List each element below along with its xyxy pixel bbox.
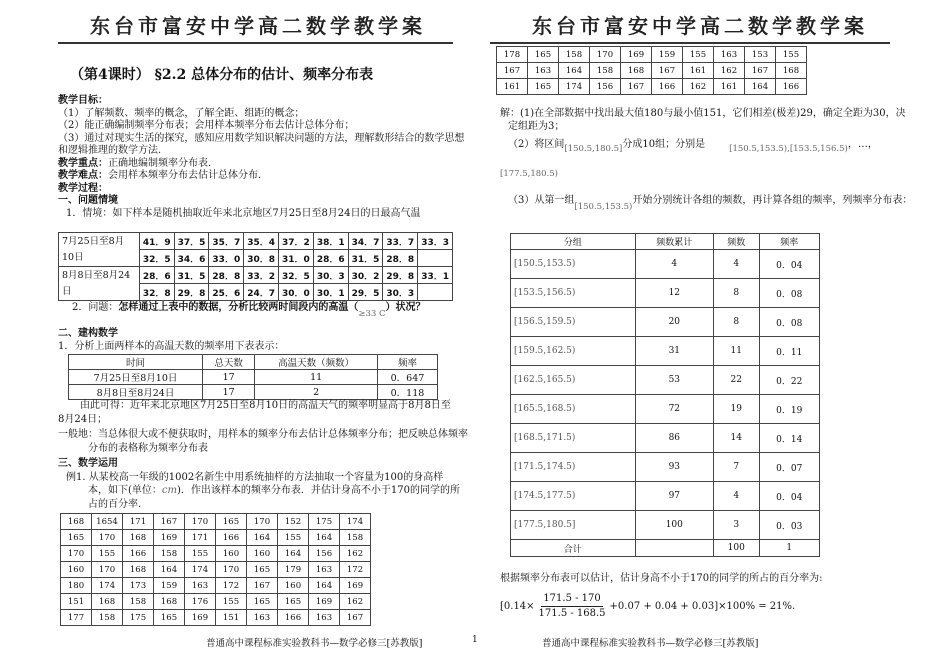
table-cell: 155 bbox=[185, 546, 216, 562]
table-cell: 0．08 bbox=[759, 308, 819, 337]
interval: [150.5,180.5] bbox=[564, 144, 623, 154]
table-cell: 0．19 bbox=[759, 395, 819, 424]
solution-line: （3）从第一组 bbox=[508, 195, 575, 206]
temperature-table bbox=[58, 232, 453, 301]
temp-cell: 30．3 bbox=[383, 284, 418, 301]
objective-item: （2）能正确编制频率分布表；会用样本频率分布去估计总体分布； bbox=[58, 120, 355, 131]
temp-cell: 32．5 bbox=[139, 250, 174, 267]
table-cell: 170 bbox=[216, 562, 247, 578]
table-cell: 0．11 bbox=[759, 337, 819, 366]
fraction-numerator: 171.5 - 170 bbox=[541, 592, 602, 607]
table-row bbox=[511, 482, 820, 511]
table-cell: 11 bbox=[713, 337, 759, 366]
table-cell: 151 bbox=[61, 594, 92, 610]
left-page bbox=[58, 0, 503, 671]
table-cell: 165 bbox=[278, 594, 309, 610]
table-cell: 161 bbox=[683, 63, 714, 79]
temp-cell: 30．2 bbox=[348, 267, 383, 284]
table-cell: 167 bbox=[247, 578, 278, 594]
key-point-text: 正确地编制频率分布表. bbox=[108, 157, 212, 169]
table-cell: 166 bbox=[216, 530, 247, 546]
general-line: 一般地：当总体很大或不便获取时，用样本的频率分布去估计总体频率分布；把反映总体频率 bbox=[58, 429, 468, 440]
temp-cell: 31．5 bbox=[348, 250, 383, 267]
group-interval: [168.5,171.5) bbox=[511, 424, 636, 453]
temp-cell: 33．1 bbox=[418, 267, 453, 284]
table-cell: 167 bbox=[652, 63, 683, 79]
table-cell: 155 bbox=[776, 47, 807, 63]
table-cell: 7月25日至8月10日 bbox=[69, 370, 203, 385]
temp-cell: 35．4 bbox=[244, 233, 279, 250]
table-cell: 0．14 bbox=[759, 424, 819, 453]
temp-cell: 33．0 bbox=[209, 250, 244, 267]
table-cell: 158 bbox=[559, 47, 590, 63]
group-interval: [162.5,165.5) bbox=[511, 366, 636, 395]
table-row bbox=[497, 79, 807, 95]
table-cell: 168 bbox=[123, 562, 154, 578]
table-cell: 165 bbox=[247, 562, 278, 578]
temp-cell: 31．5 bbox=[174, 267, 209, 284]
table-cell: 100 bbox=[635, 511, 713, 540]
table-cell: 167 bbox=[621, 79, 652, 95]
page-number: 1 bbox=[472, 635, 478, 645]
table-row bbox=[497, 63, 807, 79]
table-cell bbox=[635, 540, 713, 557]
objective-item: （3）通过对现实生活的探究，感知应用数学知识解决问题的方法，理解数形结合的数学思想 bbox=[58, 132, 465, 144]
formula-suffix: +0.07 + 0.04 + 0.03]×100% = 21%. bbox=[609, 600, 796, 612]
group-interval: [174.5,177.5) bbox=[511, 482, 636, 511]
column-header: 时间 bbox=[69, 355, 203, 370]
table-cell: 170 bbox=[61, 546, 92, 562]
section1-heading: 一、问题情境 bbox=[58, 195, 118, 206]
period-label: 7月25日至8月10日 bbox=[59, 233, 140, 267]
group-interval: [171.5,174.5) bbox=[511, 453, 636, 482]
table-cell: 53 bbox=[635, 366, 713, 395]
table-cell: 158 bbox=[154, 546, 185, 562]
table-cell: 72 bbox=[635, 395, 713, 424]
interval: [150.5,153.5) bbox=[574, 202, 633, 212]
table-cell: 174 bbox=[340, 514, 371, 530]
section2-conclusion bbox=[58, 399, 468, 511]
temp-cell: 29．8 bbox=[383, 267, 418, 284]
temp-cell: 33．3 bbox=[418, 233, 453, 250]
period-label: 8月8日至8月24日 bbox=[59, 267, 140, 301]
left-page-title: 东台市富安中学高二数学教学案 bbox=[90, 14, 426, 38]
temp-cell: 37．2 bbox=[279, 233, 314, 250]
table-cell: 162 bbox=[340, 546, 371, 562]
table-cell: 177 bbox=[61, 610, 92, 626]
table-cell: 164 bbox=[745, 79, 776, 95]
column-header: 频率 bbox=[759, 234, 819, 250]
fraction bbox=[537, 592, 608, 621]
table-row bbox=[511, 453, 820, 482]
table-cell: 17 bbox=[202, 385, 254, 400]
table-cell: 174 bbox=[185, 562, 216, 578]
table-row bbox=[61, 578, 371, 594]
table-cell: 17 bbox=[202, 370, 254, 385]
table-cell: 22 bbox=[713, 366, 759, 395]
solution-line: 分成10组；分别是 bbox=[622, 139, 706, 150]
table-cell: 0．08 bbox=[759, 279, 819, 308]
group-interval: [153.5,156.5) bbox=[511, 279, 636, 308]
table-row bbox=[511, 308, 820, 337]
table-cell: 0．07 bbox=[759, 453, 819, 482]
estimate-formula bbox=[500, 592, 900, 621]
table-cell: 93 bbox=[635, 453, 713, 482]
table-row bbox=[59, 267, 453, 284]
objectives-block bbox=[58, 95, 465, 220]
temp-cell: 35．7 bbox=[209, 233, 244, 250]
solution-line: 开始分别统计各组的频数，再计算各组的频率，列频率分布表： bbox=[632, 195, 913, 206]
question-suffix: ）状况？ bbox=[385, 302, 426, 313]
table-cell: 164 bbox=[154, 562, 185, 578]
column-header: 总天数 bbox=[202, 355, 254, 370]
solution-block bbox=[500, 107, 913, 215]
table-cell: 158 bbox=[92, 610, 123, 626]
table-cell: 0．22 bbox=[759, 366, 819, 395]
question-prefix: 2．问题： bbox=[72, 302, 119, 313]
table-row bbox=[61, 610, 371, 626]
interval: [150.5,153.5),[153.5,156.5) bbox=[729, 144, 848, 154]
table-cell: 153 bbox=[745, 47, 776, 63]
table-cell: 165 bbox=[528, 79, 559, 95]
group-interval: [165.5,168.5) bbox=[511, 395, 636, 424]
table-cell: 160 bbox=[278, 578, 309, 594]
frequency-distribution-table bbox=[510, 233, 820, 557]
table-header-row bbox=[511, 234, 820, 250]
temp-cell: 37．5 bbox=[174, 233, 209, 250]
table-row bbox=[511, 279, 820, 308]
table-cell: 14 bbox=[713, 424, 759, 453]
table-cell: 166 bbox=[776, 79, 807, 95]
temp-cell bbox=[418, 284, 453, 301]
temp-cell: 31．0 bbox=[279, 250, 314, 267]
table-cell: 174 bbox=[92, 578, 123, 594]
table-cell: 167 bbox=[497, 63, 528, 79]
table-cell: 161 bbox=[714, 79, 745, 95]
table-cell: 158 bbox=[340, 530, 371, 546]
table-row bbox=[511, 366, 820, 395]
table-cell: 0．04 bbox=[759, 250, 819, 279]
table-cell: 167 bbox=[340, 610, 371, 626]
example-line: 占的百分率. bbox=[88, 498, 142, 510]
table-cell: 169 bbox=[309, 594, 340, 610]
temp-cell: 25．6 bbox=[209, 284, 244, 301]
right-footer: 普通高中课程标准实验教科书—数学必修三[苏教版] bbox=[542, 638, 759, 649]
difficulty-text: 会用样本频率分布去估计总体分布. bbox=[108, 170, 262, 181]
table-cell: 164 bbox=[309, 530, 340, 546]
table-cell: 12 bbox=[635, 279, 713, 308]
table-cell: 100 bbox=[713, 540, 759, 557]
temp-cell: 30．8 bbox=[244, 250, 279, 267]
key-point-label: 教学重点： bbox=[58, 157, 108, 169]
table-cell: 1 bbox=[759, 540, 819, 557]
solution-line: （2）将区间 bbox=[508, 139, 565, 150]
right-title-rule bbox=[490, 42, 890, 44]
left-title-rule bbox=[58, 42, 453, 44]
table-header-row bbox=[69, 355, 438, 370]
table-cell: 165 bbox=[528, 47, 559, 63]
column-header: 频数 bbox=[713, 234, 759, 250]
table-cell: 1654 bbox=[92, 514, 123, 530]
general-line: 分布的表格称为频率分布表 bbox=[88, 442, 208, 454]
solution-line: 解：(1)在全部数据中找出最大值180与最小值151，它们相差(极差)29，确定全距为30，决 bbox=[500, 108, 906, 119]
table-cell: 166 bbox=[652, 79, 683, 95]
left-footer: 普通高中课程标准实验教科书—数学必修三[苏教版] bbox=[206, 638, 423, 649]
column-header: 高温天数（频数） bbox=[255, 355, 378, 370]
table-cell: 171 bbox=[185, 530, 216, 546]
high-temp-ratio-table bbox=[68, 354, 438, 400]
table-cell: 180 bbox=[61, 578, 92, 594]
table-cell: 166 bbox=[123, 546, 154, 562]
column-header: 分组 bbox=[511, 234, 636, 250]
table-cell: 8 bbox=[713, 279, 759, 308]
table-cell: 164 bbox=[309, 578, 340, 594]
temp-cell: 32．5 bbox=[279, 267, 314, 284]
table-cell: 168 bbox=[123, 530, 154, 546]
table-cell: 160 bbox=[216, 546, 247, 562]
section2-intro: 1．分析上面两样本的高温天数的频率用下表表示： bbox=[58, 340, 285, 352]
table-cell: 162 bbox=[683, 79, 714, 95]
example-line: 从某校高一年级的1002名新生中用系统抽样的方法抽取一个容量为100的身高样 bbox=[88, 471, 444, 483]
table-cell: 165 bbox=[247, 594, 278, 610]
table-cell: 165 bbox=[61, 530, 92, 546]
temp-cell: 33．7 bbox=[383, 233, 418, 250]
table-cell: 163 bbox=[247, 610, 278, 626]
table-row bbox=[61, 530, 371, 546]
objective-item: （1）了解频数、频率的概念，了解全距、组距的概念； bbox=[58, 107, 305, 119]
section1-intro: 1．情境：如下样本是随机抽取近年来北京地区7月25日至8月24日的日最高气温 bbox=[66, 207, 421, 219]
table-cell: 0．04 bbox=[759, 482, 819, 511]
table-cell: 4 bbox=[713, 482, 759, 511]
table-cell: 171 bbox=[123, 514, 154, 530]
table-cell: 20 bbox=[635, 308, 713, 337]
table-cell: 179 bbox=[278, 562, 309, 578]
table-row bbox=[511, 511, 820, 540]
table-row bbox=[511, 424, 820, 453]
right-page bbox=[500, 0, 945, 671]
table-cell: 170 bbox=[590, 47, 621, 63]
interval: [177.5,180.5) bbox=[500, 169, 559, 179]
table-cell: 168 bbox=[92, 594, 123, 610]
temp-cell: 28．8 bbox=[209, 267, 244, 284]
table-cell: 8月8日至8月24日 bbox=[69, 385, 203, 400]
table-cell: 0．647 bbox=[377, 370, 437, 385]
table-cell: 155 bbox=[278, 530, 309, 546]
example-line: )．作出该样本的频率分布表．并估计身高不小于170的同学的所 bbox=[177, 485, 460, 496]
column-header: 频数累计 bbox=[635, 234, 713, 250]
table-cell: 168 bbox=[621, 63, 652, 79]
table-cell: 163 bbox=[528, 63, 559, 79]
table-cell: 155 bbox=[683, 47, 714, 63]
group-interval: [156.5,159.5) bbox=[511, 308, 636, 337]
section2-heading: 二、建构数学 bbox=[58, 328, 118, 339]
section2-block bbox=[58, 328, 458, 353]
table-cell: 19 bbox=[713, 395, 759, 424]
table-cell: 163 bbox=[185, 578, 216, 594]
example-line: 本，如下(单位： bbox=[88, 485, 162, 496]
fraction-denominator: 171.5 - 168.5 bbox=[538, 608, 606, 619]
question-block bbox=[58, 302, 458, 321]
table-cell: 3 bbox=[713, 511, 759, 540]
table-cell: 156 bbox=[309, 546, 340, 562]
table-cell: 160 bbox=[247, 546, 278, 562]
right-page-title: 东台市富安中学高二数学教学案 bbox=[532, 14, 868, 38]
table-cell: 7 bbox=[713, 453, 759, 482]
objectives-heading: 教学目标： bbox=[58, 95, 108, 106]
table-cell: 166 bbox=[278, 610, 309, 626]
temp-cell: 30．3 bbox=[313, 267, 348, 284]
temp-cell: 30．0 bbox=[279, 284, 314, 301]
table-cell: 169 bbox=[621, 47, 652, 63]
table-cell: 168 bbox=[61, 514, 92, 530]
table-cell: 97 bbox=[635, 482, 713, 511]
table-cell: 175 bbox=[123, 610, 154, 626]
table-cell: 175 bbox=[309, 514, 340, 530]
example-label: 例1. bbox=[66, 471, 86, 483]
table-cell: 169 bbox=[154, 530, 185, 546]
table-row bbox=[61, 562, 371, 578]
table-cell: 4 bbox=[635, 250, 713, 279]
temperature-symbol: ≥33 C bbox=[358, 309, 386, 319]
table-cell: 158 bbox=[123, 594, 154, 610]
table-cell: 162 bbox=[714, 63, 745, 79]
table-cell: 170 bbox=[92, 562, 123, 578]
lesson-title: （第4课时） §2.2 总体分布的估计、频率分布表 bbox=[70, 67, 374, 83]
sample-data-table-right bbox=[496, 46, 807, 95]
temp-cell: 29．8 bbox=[174, 284, 209, 301]
table-cell: 176 bbox=[185, 594, 216, 610]
table-cell: 合计 bbox=[511, 540, 636, 557]
table-cell: 155 bbox=[216, 594, 247, 610]
table-cell: 178 bbox=[497, 47, 528, 63]
table-cell: 170 bbox=[92, 530, 123, 546]
table-cell: 164 bbox=[278, 546, 309, 562]
table-row bbox=[69, 370, 438, 385]
temp-cell: 38．1 bbox=[313, 233, 348, 250]
table-cell: 86 bbox=[635, 424, 713, 453]
temp-cell: 28．6 bbox=[313, 250, 348, 267]
temp-cell: 30．1 bbox=[313, 284, 348, 301]
table-row bbox=[61, 594, 371, 610]
table-cell: 163 bbox=[309, 610, 340, 626]
temp-cell: 34．7 bbox=[348, 233, 383, 250]
temp-cell: 34．6 bbox=[174, 250, 209, 267]
table-cell: 151 bbox=[216, 610, 247, 626]
table-cell: 164 bbox=[559, 63, 590, 79]
table-cell: 152 bbox=[278, 514, 309, 530]
table-cell: 4 bbox=[713, 250, 759, 279]
table-row bbox=[61, 546, 371, 562]
table-cell: 0．118 bbox=[377, 385, 437, 400]
table-row bbox=[69, 385, 438, 400]
table-cell: 168 bbox=[776, 63, 807, 79]
table-cell: 164 bbox=[247, 530, 278, 546]
table-cell: 168 bbox=[154, 594, 185, 610]
process-heading: 教学过程： bbox=[58, 182, 108, 194]
difficulty-label: 教学难点： bbox=[58, 170, 108, 181]
table-row bbox=[497, 47, 807, 63]
estimate-text: 根据频率分布表可以估计，估计身高不小于170的同学的所占的百分率为: bbox=[500, 573, 823, 584]
solution-line: ，…， bbox=[847, 139, 878, 150]
question-text: 怎样通过上表中的数据，分析比较两时间段内的高温（ bbox=[118, 302, 359, 313]
table-cell: 31 bbox=[635, 337, 713, 366]
table-row bbox=[511, 395, 820, 424]
temp-cell: 29．5 bbox=[348, 284, 383, 301]
table-cell: 158 bbox=[590, 63, 621, 79]
temp-cell: 33．2 bbox=[244, 267, 279, 284]
table-cell: 0．03 bbox=[759, 511, 819, 540]
table-cell: 167 bbox=[154, 514, 185, 530]
table-cell: 170 bbox=[247, 514, 278, 530]
temp-cell: 24．7 bbox=[244, 284, 279, 301]
table-cell: 159 bbox=[652, 47, 683, 63]
objective-item: 和逻辑推理的数学方法. bbox=[58, 145, 162, 156]
table-cell: 155 bbox=[92, 546, 123, 562]
table-cell: 172 bbox=[340, 562, 371, 578]
formula-prefix: [0.14× bbox=[500, 600, 535, 612]
table-cell: 165 bbox=[216, 514, 247, 530]
conclusion-line: 8月24日； bbox=[58, 413, 108, 425]
table-row bbox=[511, 337, 820, 366]
table-cell: 170 bbox=[185, 514, 216, 530]
table-cell: 165 bbox=[154, 610, 185, 626]
solution-line: 定组距为3； bbox=[508, 121, 565, 132]
group-interval: [159.5,162.5) bbox=[511, 337, 636, 366]
temp-cell: 28．6 bbox=[139, 267, 174, 284]
table-cell: 163 bbox=[714, 47, 745, 63]
table-cell: 169 bbox=[185, 610, 216, 626]
table-row bbox=[511, 250, 820, 279]
table-cell: 163 bbox=[309, 562, 340, 578]
conclusion-line: 由此可得：近年来北京地区7月25日至8月10日的高温天气的频率明显高于8月8日至 bbox=[80, 400, 451, 411]
table-cell: 173 bbox=[123, 578, 154, 594]
table-cell: 161 bbox=[497, 79, 528, 95]
table-cell: 162 bbox=[340, 594, 371, 610]
section3-heading: 三、数学运用 bbox=[58, 458, 118, 469]
total-row bbox=[511, 540, 820, 557]
table-cell: 172 bbox=[216, 578, 247, 594]
table-cell: 167 bbox=[745, 63, 776, 79]
table-cell: 159 bbox=[154, 578, 185, 594]
temp-cell: 41．9 bbox=[139, 233, 174, 250]
table-cell: 174 bbox=[559, 79, 590, 95]
table-row bbox=[61, 514, 371, 530]
table-row bbox=[59, 233, 453, 250]
group-interval: [177.5,180.5] bbox=[511, 511, 636, 540]
unit-symbol: cm bbox=[161, 485, 177, 496]
table-cell: 11 bbox=[255, 370, 378, 385]
table-cell: 156 bbox=[590, 79, 621, 95]
table-cell: 2 bbox=[255, 385, 378, 400]
sample-data-table-left bbox=[60, 513, 371, 626]
column-header: 频率 bbox=[377, 355, 437, 370]
table-cell: 169 bbox=[340, 578, 371, 594]
estimate-block bbox=[500, 572, 900, 621]
table-cell: 160 bbox=[61, 562, 92, 578]
temp-cell bbox=[418, 250, 453, 267]
group-interval: [150.5,153.5) bbox=[511, 250, 636, 279]
table-cell: 8 bbox=[713, 308, 759, 337]
temp-cell: 28．8 bbox=[383, 250, 418, 267]
temp-cell: 32．8 bbox=[139, 284, 174, 301]
